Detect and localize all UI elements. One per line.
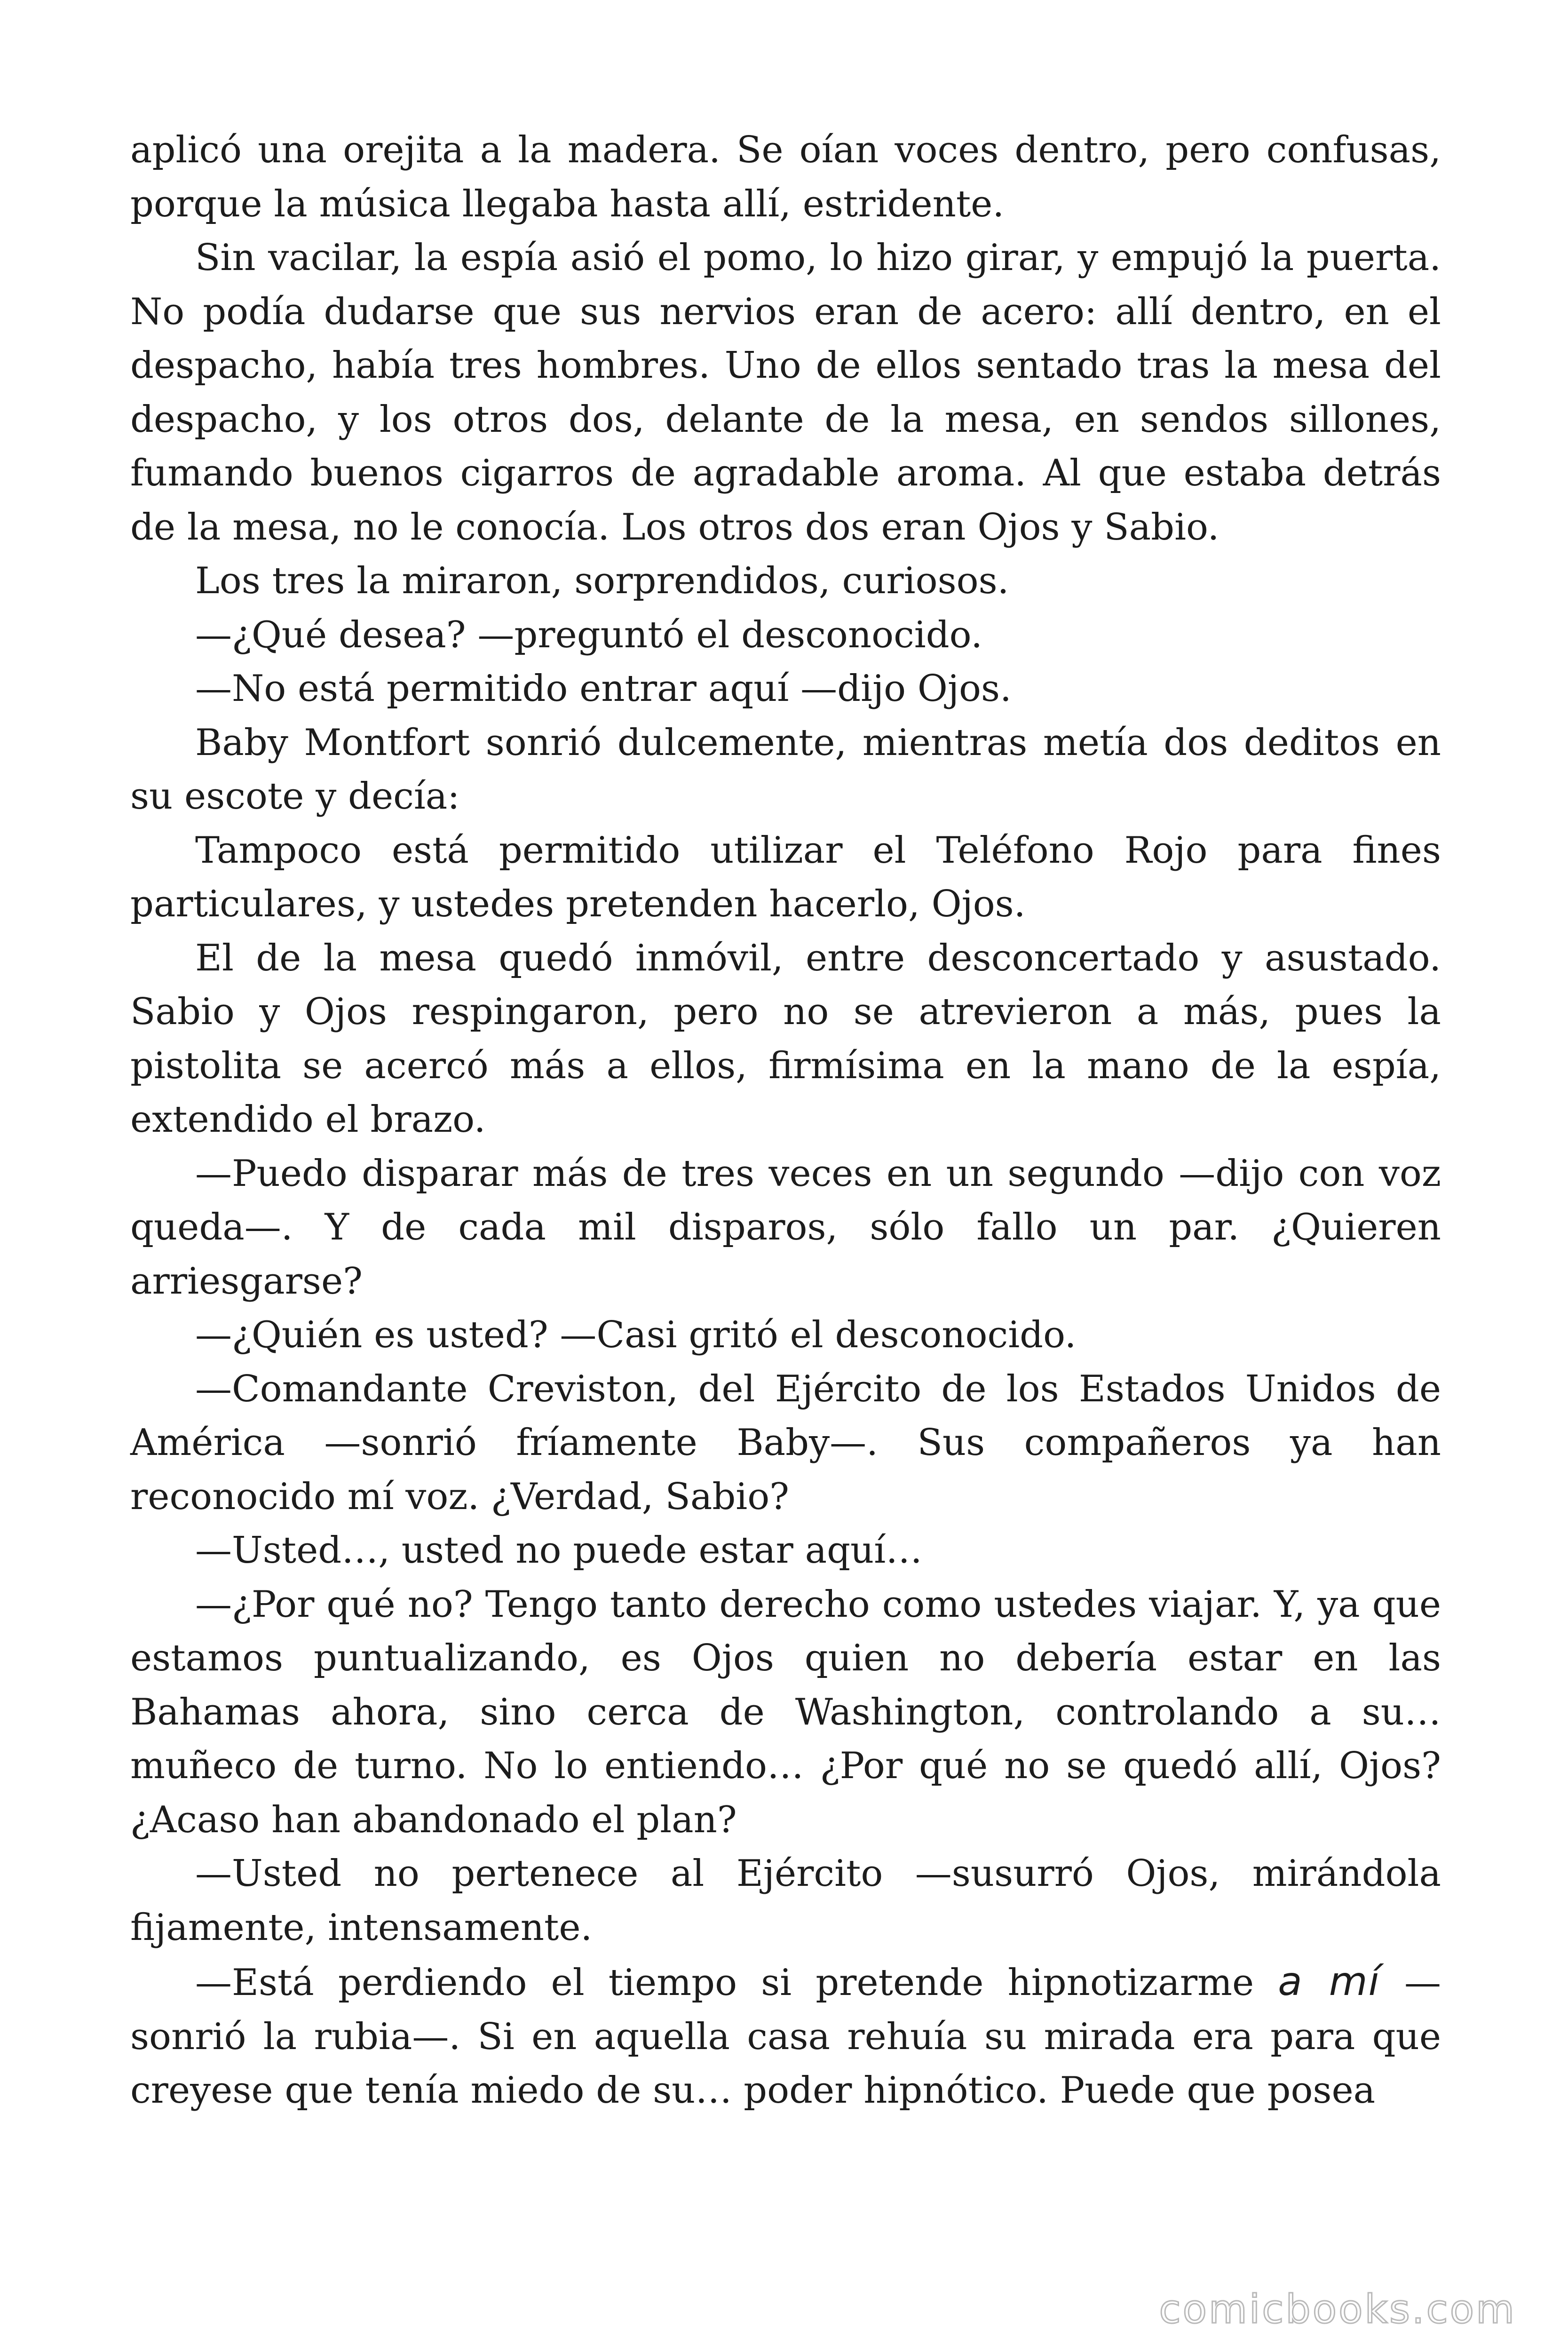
dialogue-line: —Usted…, usted no puede estar aquí…: [195, 1529, 923, 1572]
text-run: —Está perdiendo el tiempo si pretende hipnotizarme: [195, 1962, 1278, 2004]
body-text: [130, 123, 1441, 2118]
dialogue-line: —No está permitido entrar aquí —dijo Ojos.: [195, 667, 1012, 710]
paragraph: Sin vacilar, la espía asió el pomo, lo hizo girar, y empujó la puerta. No podía dudarse que sus nervios eran de acero: allí dentro, en el despacho, había tres hombres. Uno de ellos sentado tras la mesa del despacho, y los otros dos, delante de la mesa, en sendos sillones, fumando buenos cigarros de agradable aroma. Al que estaba detrás de la mesa, no le conocía. Los otros dos eran Ojos y Sabio.: [130, 237, 1441, 548]
paragraph: Los tres la miraron, sorprendidos, curiosos.: [195, 560, 1009, 602]
dialogue-line: —¿Por qué no? Tengo tanto derecho como ustedes viajar. Y, ya que estamos puntualizando, es Ojos quien no debería estar en las Bahamas ahora, sino cerca de Washington, controlando a su… muñeco de turno. No lo entiendo… ¿Por qué no se quedó allí, Ojos? ¿Acaso han abandonado el plan?: [130, 1583, 1441, 1841]
dialogue-line: —Usted no pertenece al Ejército —susurró Ojos, mirándola fijamente, intensamente.: [130, 1852, 1441, 1949]
text-run: —sonrió la rubia—. Si en aquella casa rehuía su mirada era para que creyese que tenía miedo de su… poder hipnótico. Puede que posea: [130, 1962, 1441, 2112]
dialogue-line-last: [130, 1955, 1441, 2118]
watermark: comicbooks.com: [1159, 2286, 1516, 2332]
paragraph: Baby Montfort sonrió dulcemente, mientras metía dos deditos en su escote y decía:: [130, 721, 1441, 818]
dialogue-line: —Puedo disparar más de tres veces en un segundo —dijo con voz queda—. Y de cada mil disparos, sólo fallo un par. ¿Quieren arriesgarse?: [130, 1152, 1441, 1303]
dialogue-line: —¿Quién es usted? —Casi gritó el desconocido.: [195, 1314, 1077, 1356]
dialogue-line: —Comandante Creviston, del Ejército de los Estados Unidos de América —sonrió fríamente Baby—. Sus compañeros ya han reconocido mí voz. ¿Verdad, Sabio?: [130, 1367, 1441, 1518]
paragraph: El de la mesa quedó inmóvil, entre desconcertado y asustado. Sabio y Ojos respingaron, pero no se atrevieron a más, pues la pistolita se acercó más a ellos, firmísima en la mano de la espía, extendido el brazo.: [130, 937, 1441, 1141]
dialogue-line: —¿Qué desea? —preguntó el desconocido.: [195, 613, 983, 656]
emphasis-text: a mí: [1278, 1958, 1380, 2004]
paragraph: Tampoco está permitido utilizar el Teléfono Rojo para fines particulares, y ustedes pretenden hacerlo, Ojos.: [130, 829, 1441, 925]
paragraph-continuation: aplicó una orejita a la madera. Se oían voces dentro, pero confusas, porque la música llegaba hasta allí, estridente.: [130, 129, 1441, 225]
